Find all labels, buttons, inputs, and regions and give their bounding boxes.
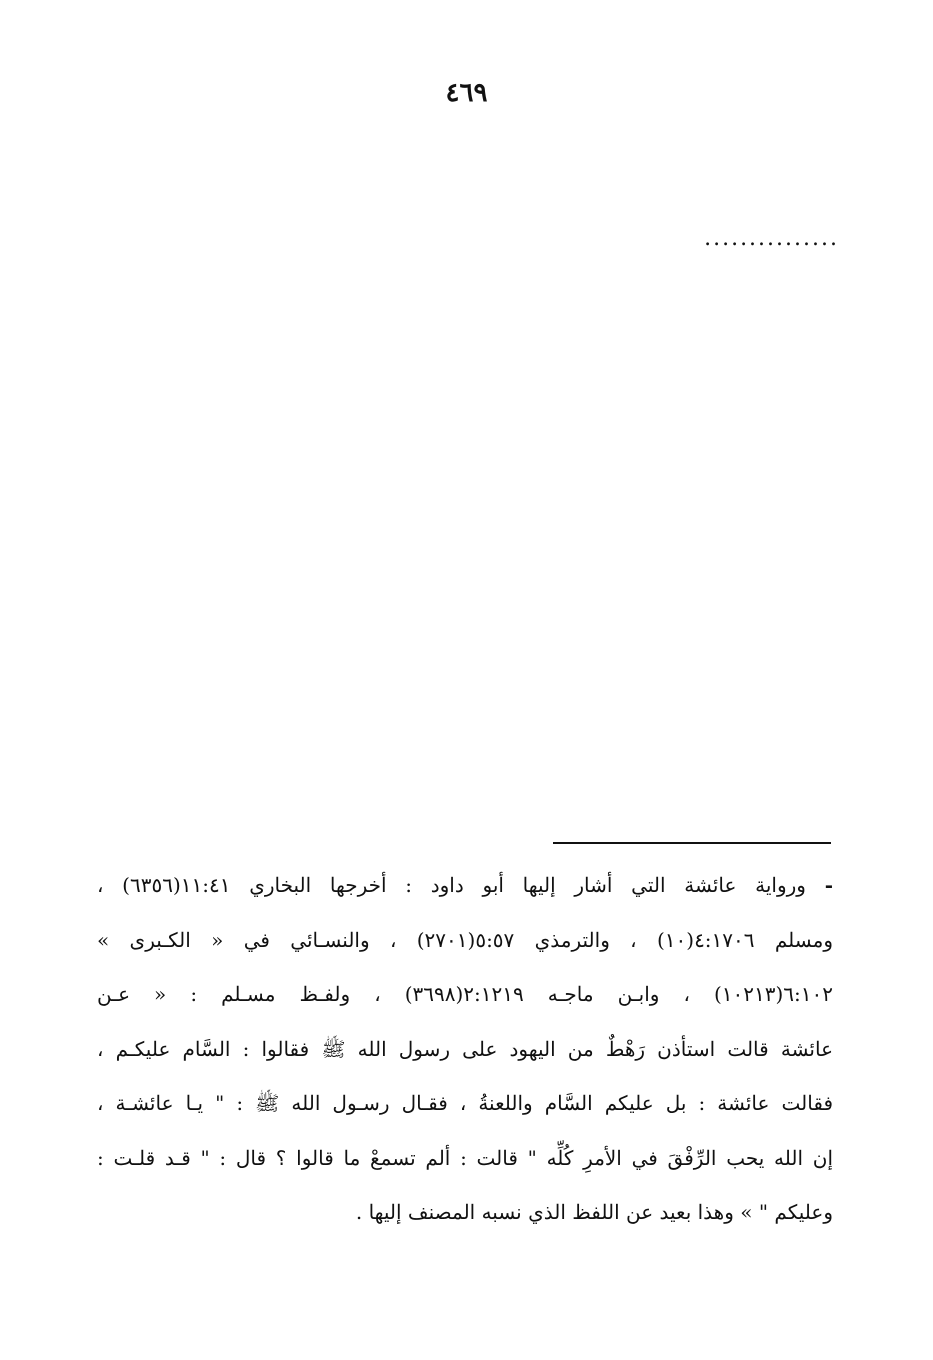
footnote-dash: - xyxy=(824,873,833,897)
footnote-line-3: ٦:١٠٢(١٠٢١٣) ، وابـن ماجـه ٢:١٢١٩(٣٦٩٨) ، ولفـظ مسـلم : « عـن xyxy=(97,982,833,1006)
footnote-line-6: إن الله يحب الرِّفْقَ في الأمرِ كُلِّه " قالت : ألم تسمعْ ما قالوا ؟ قال : " قـد قلـت : xyxy=(97,1145,833,1170)
footnote-line-2: ومسلم ٤:١٧٠٦(١٠) ، والترمذي ٥:٥٧(٢٧٠١) ، والنسـائي في « الكـبرى » xyxy=(97,927,833,952)
footnote xyxy=(97,858,833,1240)
continuation-dots: ............... xyxy=(704,226,839,251)
page-number: ٤٦٩ xyxy=(445,78,488,108)
footnote-line-5: فقالت عائشة : بل عليكم السَّام واللعنةُ ، فقـال رسـول الله ﷺ : " يـا عائشـة ، xyxy=(97,1091,833,1115)
footnote-line-1 xyxy=(97,858,833,913)
footnote-line-1-text: ورواية عائشة التي أشار إليها أبو داود : أخرجها البخاري ١١:٤١(٦٣٥٦) ، xyxy=(97,873,806,897)
footnote-line-7: وعليكم " » وهذا بعيد عن اللفظ الذي نسبه المصنف إليها . xyxy=(355,1200,833,1224)
footnote-separator xyxy=(553,842,831,844)
footnote-line-4: عائشة قالت استأذن رَهْطٌ من اليهود على رسول الله ﷺ فقالوا : السَّام عليكـم ، xyxy=(97,1036,833,1061)
